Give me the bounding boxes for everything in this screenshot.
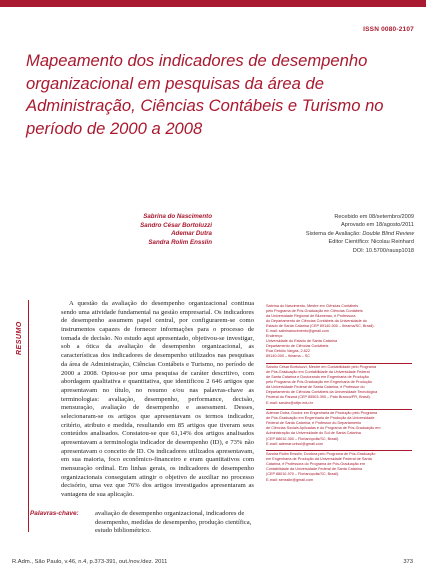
- abstract-body: [61, 300, 254, 500]
- evaluation-label: Sistema de Avaliação:: [305, 230, 363, 237]
- affiliation-line: de Santa Catarina e Doutorando em Engenharia de Produção: [266, 375, 369, 380]
- author-list: [26, 213, 212, 248]
- affiliation-line: pelo Programa de Pós-Graduação em Ciências Contábeis: [266, 309, 363, 314]
- affiliation-line: da Universidade Federal de Santa Catarina, é Professor do: [266, 385, 365, 390]
- affiliation-line: pelo Programa de Pós-Graduação em Engenharia de Produção: [266, 380, 372, 385]
- affiliation-line: E-mail: sandro@utfpr.edu.br: [266, 400, 313, 405]
- abstract-text: A questão da avaliação do desempenho organizacional continua sendo uma atividade fundamental na gestão empresarial. Os indicadores de desempenho assumem papel central, por configurarem-se como instrumentos capazes de fornecer informações para o processo de tomada de decisão. No estudo aqui apresentado, objetivou-se investigar, sob a ótica da avaliação de desempenho organizacional, as características dos indicadores de desempenho utilizados nas pesquisas da área de Administração, Ciências Contábeis e Turismo, no período de 2000 a 2008. Optou-se por uma pesquisa de caráter descritivo, com abordagem qualitativa e quantitativa, que identificou 2 646 artigos que apresentavam no título, no resumo e/ou nas palavras-chave as terminologias: avaliação, desempenho, performance, decisão, mensuração, avaliação de desempenho e assessment. Desses, selecionaram-se os artigos que apresentavam os termos indicador, critério, atributo e medida, resultando em 85 artigos que tiveram seus conteúdos analisados. Constatou-se que 61,14% dos artigos analisados apresentavam a terminologia indicador de desempenho (ID), e 73% não apresentavam o conceito de ID. Os indicadores utilizados apresentavam, em sua maioria, foco econômico-financeiro e eram quantitativos com mensuração ordinal. Em linhas gerais, os indicadores de desempenho organizacionais conseguiam atingir o objetivo de auxiliar no processo decisório, uma vez que 76% dos artigos investigados apresentaram as vantagens de sua aplicação.: [61, 300, 254, 499]
- affiliation-line: E-mail: sabrinanscimento@gmail.com: [266, 329, 329, 334]
- affiliation-line: Federal do Paraná (CEP 85503-390 – Pato Branco/PR, Brasil).: [266, 395, 371, 400]
- affiliation-line: Departamento de Ciências Contábeis da Universidade Tecnológica: [266, 390, 378, 395]
- affiliation-block: [266, 450, 412, 483]
- author-name: Sabrina do Nascimento: [143, 213, 212, 220]
- affiliation-line: E-mail: ademar.unisul@gmail.com: [266, 441, 323, 446]
- affiliation-line: de Pós-Graduação em Engenharia de Produção da Universidade: [266, 416, 375, 421]
- author-name: Sandra Rolim Ensslin: [148, 239, 212, 247]
- affiliation-line: Rua Getúlio Vargas, 2.822: [266, 349, 310, 354]
- affiliation-block: [266, 363, 412, 406]
- affiliation-line: Ademar Dutra, Doutor em Engenharia de Produção pelo Programa: [266, 411, 378, 416]
- approved-date: Aprovado em 18/agosto/2011: [341, 222, 414, 229]
- affiliation-line: E-mail: sensslin@gmail.com: [266, 477, 314, 482]
- affiliation-line: Endereço:: [266, 334, 284, 339]
- author-name: Sandro César Bortoluzzi: [140, 221, 212, 229]
- affiliation-line: de Ciências Sociais Aplicadas e do Programa de Pós-Graduação em: [266, 426, 381, 431]
- affiliation-line: Estado de Santa Catarina (CEP 89140-000 – Ibirama/SC, Brasil).: [266, 324, 375, 329]
- affiliation-line: Catarina, é Professora do Programa de Pós-Graduação em: [266, 462, 366, 467]
- author-affiliations: [266, 304, 412, 486]
- affiliation-line: Administração da Universidade do Sul de Santa Catarina: [266, 431, 361, 436]
- affiliation-line: Sandro César Bortoluzzi, Mestre em Contabilidade pelo Programa: [266, 365, 377, 370]
- affiliation-block: [266, 409, 412, 447]
- top-accent-bar: [0, 0, 426, 7]
- keywords-text: avaliação de desempenho organizacional, indicadores de desempenho, medidas de desempenho, produção científica, estudo bibliométrico.: [95, 510, 252, 534]
- scientific-editor: Editor Científico: Nicolau Reinhard: [328, 239, 414, 246]
- page-number: 373: [403, 559, 413, 565]
- submission-metadata: [234, 213, 414, 255]
- affiliation-line: em Engenharia de Produção da Universidade Federal de Santa: [266, 457, 372, 462]
- affiliation-line: Contabilidade da Universidade Federal de Santa Catarina: [266, 467, 363, 472]
- affiliation-line: do Departamento de Ciências Contábeis da Universidade do: [266, 319, 367, 324]
- journal-citation: R.Adm., São Paulo, v.46, n.4, p.373-391, out./nov./dez. 2011: [12, 559, 168, 565]
- author-name: Ademar Dutra: [171, 230, 212, 238]
- affiliation-line: (CEP 88010-300 – Florianópolis/SC, Brasil).: [266, 436, 340, 441]
- affiliation-line: Sabrina do Nascimento, Mestre em Ciências Contábeis: [266, 304, 359, 308]
- abstract-label: RESUMO: [16, 321, 23, 355]
- affiliation-line: Universidade do Estado de Santa Catarina: [266, 339, 338, 344]
- affiliation-line: (CEP 88010-970 – Florianópolis/SC, Brasil).: [266, 472, 340, 477]
- received-date: Recebido em 08/setembro/2009: [334, 214, 414, 220]
- affiliation-line: Sandra Rolim Ensslin, Doutora pelo Programa de Pós-Graduação: [266, 452, 376, 457]
- affiliation-line: Departamento de Ciências Contábeis: [266, 344, 329, 349]
- article-title: Mapeamento dos indicadores de desempenho organizacional em pesquisas da área de Administração, Ciências Contábeis e Turismo no período de 2000 a 2008: [26, 51, 384, 138]
- evaluation-value: Double Blind Review: [362, 230, 414, 237]
- issn-label: ISSN 0080-2107: [363, 26, 414, 33]
- affiliation-line: da Universidade Regional de Blumenau, é Professora: [266, 314, 356, 319]
- affiliation-line: Federal de Santa Catarina, é Professor do Departamento: [266, 421, 362, 426]
- doi: DOI: 10.5700/rausp1018: [352, 247, 414, 254]
- affiliation-line: de Pós-Graduação em Contabilidade da Universidade Federal: [266, 370, 370, 375]
- abstract-divider-line: [28, 300, 29, 532]
- keywords-label: Palavras-chave:: [30, 510, 79, 517]
- affiliation-block: [266, 304, 412, 360]
- evaluation-system: [234, 230, 414, 238]
- affiliation-line: 89140-000 – Ibirama – SC: [266, 354, 310, 359]
